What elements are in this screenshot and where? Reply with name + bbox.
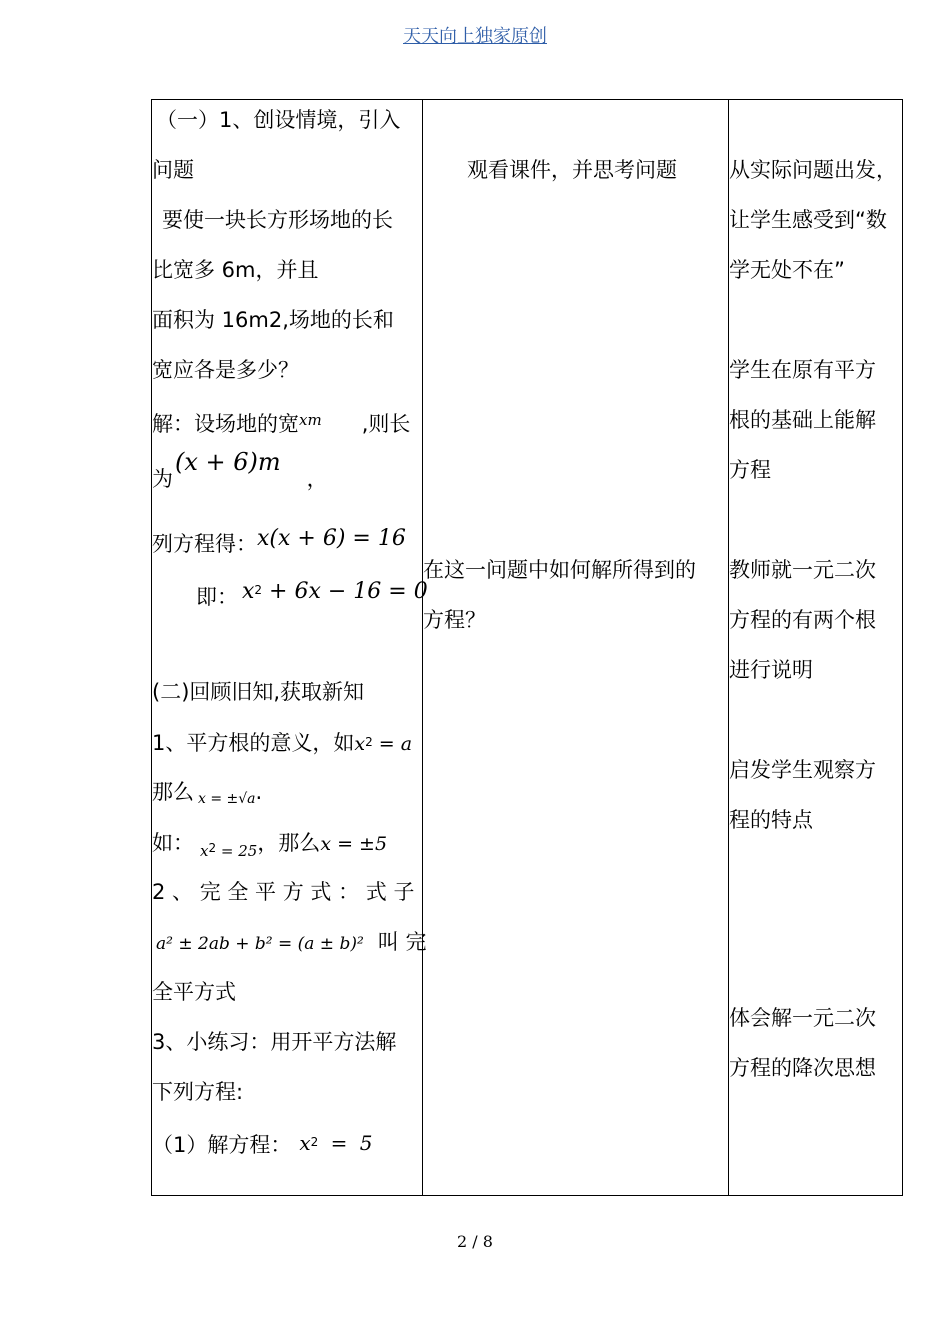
content-line: 宽应各是多少？ xyxy=(152,358,299,382)
solution-line xyxy=(152,406,410,438)
intent-line: 进行说明 xyxy=(729,658,813,682)
example-math-var: x xyxy=(200,842,209,860)
equation-line xyxy=(152,524,406,556)
page-number: 2 / 8 xyxy=(457,1232,493,1251)
sqrt-meaning-rest: = a xyxy=(372,733,413,755)
exercise-math-rest: = 5 xyxy=(318,1131,373,1155)
equation-math: x(x + 6) = 16 xyxy=(257,526,406,551)
simplified-label: 即： xyxy=(196,585,238,609)
content-line: 比宽多 6m，并且 xyxy=(152,258,319,282)
content-line: （一）1、创设情境，引入 xyxy=(156,108,401,132)
intent-line: 启发学生观察方 xyxy=(729,758,876,782)
example-line xyxy=(152,828,387,859)
equation-label: 列方程得： xyxy=(152,532,257,556)
then-end: . xyxy=(255,780,263,804)
solution-text-end: ,则长 xyxy=(361,412,411,436)
length-text-end: ， xyxy=(306,467,328,491)
simplified-math-var: x xyxy=(242,579,255,604)
intent-line: 体会解一元二次 xyxy=(729,1006,876,1030)
length-expression: (x + 6)m xyxy=(175,448,281,476)
content-line: 下列方程: xyxy=(152,1080,244,1104)
table-row xyxy=(152,100,903,1196)
exercise-line xyxy=(152,1128,373,1157)
exercise-math-exp: 2 xyxy=(310,1135,319,1149)
perfect-square-line: 2 、 完 全 平 方 式 ： 式 子 xyxy=(152,880,415,904)
content-line: 问题 xyxy=(152,158,194,182)
content-line: 3、小练习：用开平方法解 xyxy=(152,1030,397,1054)
student-activity-cell xyxy=(423,100,729,1196)
length-line xyxy=(152,446,328,496)
intent-line: 根的基础上能解 xyxy=(729,408,876,432)
example-text: 如： xyxy=(152,831,194,855)
intent-line: 学无处不在” xyxy=(729,258,845,282)
intent-line: 程的特点 xyxy=(729,808,813,832)
section-two-title: (二)回顾旧知,获取新知 xyxy=(152,680,365,704)
intent-line: 方程的有两个根 xyxy=(729,608,876,632)
simplified-math-rest: + 6x − 16 = 0 xyxy=(262,579,428,604)
header-title: 天天向上独家原创 xyxy=(403,26,547,47)
perfect-square-formula-line xyxy=(156,928,426,958)
simplified-math-exp: 2 xyxy=(254,583,263,597)
example-math-exp: 2 xyxy=(208,841,217,855)
sqrt-meaning-text: 1、平方根的意义，如 xyxy=(152,731,355,755)
activity-line: 在这一问题中如何解所得到的 xyxy=(423,558,696,582)
example-mid-text: ，那么 xyxy=(257,831,321,855)
intent-line: 让学生感受到“数 xyxy=(729,208,887,232)
content-line: 面积为 16m2,场地的长和 xyxy=(152,308,394,332)
then-line xyxy=(152,778,262,809)
intent-line: 方程的降次思想 xyxy=(729,1056,876,1080)
activity-line: 观看课件，并思考问题 xyxy=(467,158,677,182)
length-text: 为 xyxy=(152,467,173,491)
exercise-text: （1）解方程： xyxy=(152,1133,292,1157)
then-math: x = ±√a xyxy=(198,791,256,807)
document-header xyxy=(0,22,950,48)
square-root-meaning-line xyxy=(152,728,412,758)
perfect-square-formula-end: 叫 完 xyxy=(377,930,427,954)
simplified-equation-line xyxy=(196,576,428,609)
content-line: 全平方式 xyxy=(152,980,236,1004)
exercise-math-var: x xyxy=(299,1131,311,1155)
intent-line: 从实际问题出发， xyxy=(729,158,897,182)
then-text: 那么 xyxy=(152,780,194,804)
lesson-table xyxy=(151,99,903,1196)
intent-line: 学生在原有平方 xyxy=(729,358,876,382)
content-line: 要使一块长方形场地的长 xyxy=(162,208,393,232)
perfect-square-formula: a² ± 2ab + b² = (a ± b)² xyxy=(156,934,364,954)
teaching-content-cell xyxy=(152,100,428,1196)
width-variable: xm xyxy=(299,411,322,429)
example-result-math: x = ±5 xyxy=(320,833,388,855)
design-intent-cell xyxy=(729,100,903,1196)
sqrt-meaning-exp: 2 xyxy=(365,735,373,749)
intent-line: 方程 xyxy=(729,458,771,482)
activity-line: 方程？ xyxy=(423,608,486,632)
intent-line: 教师就一元二次 xyxy=(729,558,876,582)
example-math-rest: = 25 xyxy=(216,842,258,860)
sqrt-meaning-var: x xyxy=(354,733,366,755)
solution-text: 解：设场地的宽 xyxy=(152,412,299,436)
